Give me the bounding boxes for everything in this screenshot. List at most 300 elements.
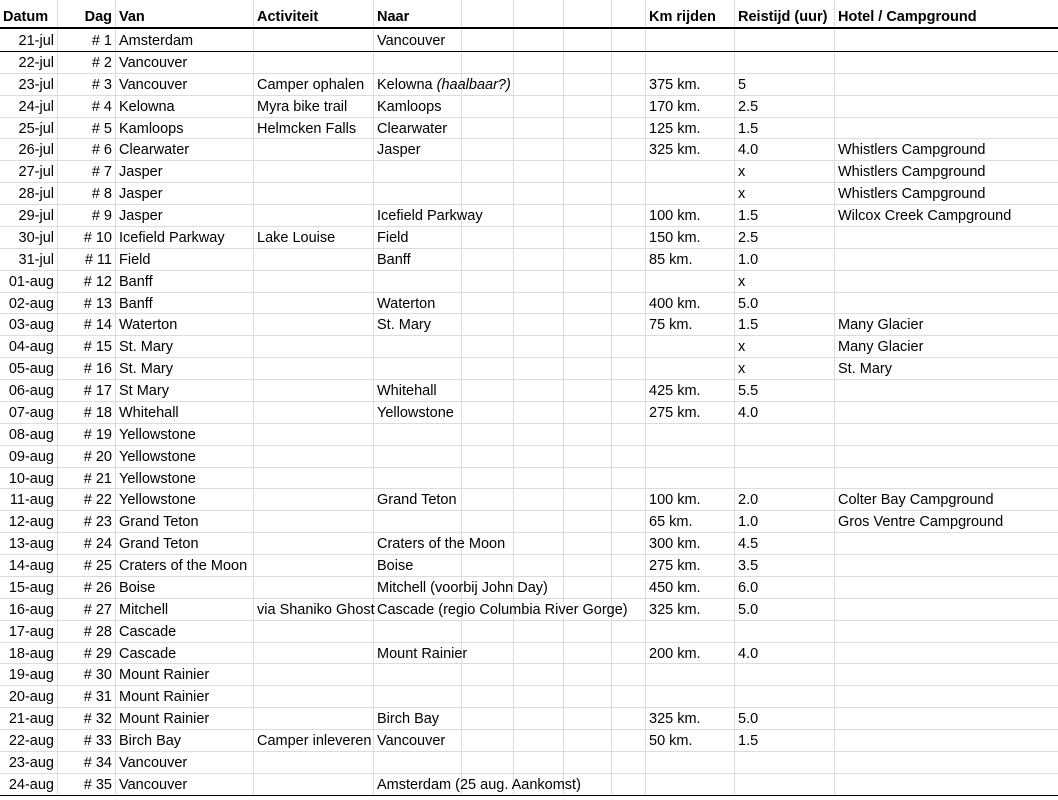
grid-cell[interactable] (612, 424, 646, 445)
cell-hotel[interactable]: Wilcox Creek Campground (838, 208, 1012, 224)
cell-activiteit[interactable] (254, 30, 374, 51)
cell-activiteit[interactable] (254, 489, 374, 510)
cell-km[interactable]: 100 km. (646, 489, 735, 510)
cell-reistijd[interactable]: 5.0 (735, 293, 835, 314)
grid-cell[interactable] (612, 118, 646, 139)
cell-reistijd[interactable] (735, 752, 835, 773)
cell-van[interactable]: Vancouver (116, 52, 254, 73)
cell-hotel[interactable] (835, 96, 1058, 117)
cell-van[interactable]: Kamloops (116, 118, 254, 139)
grid-cell[interactable] (612, 205, 646, 226)
cell-van[interactable]: Boise (116, 577, 254, 598)
cell-hotel[interactable] (835, 664, 1058, 685)
grid-cell[interactable] (564, 0, 612, 7)
cell-reistijd[interactable] (735, 468, 835, 489)
cell-reistijd[interactable]: 5 (735, 74, 835, 95)
cell-km[interactable] (646, 336, 735, 357)
grid-cell[interactable] (462, 96, 514, 117)
cell-naar[interactable] (374, 161, 462, 182)
cell-naar[interactable] (374, 621, 462, 642)
cell-km[interactable] (646, 52, 735, 73)
cell-dag[interactable]: # 7 (58, 161, 116, 182)
cell-hotel[interactable] (835, 424, 1058, 445)
cell-van[interactable]: Mount Rainier (116, 708, 254, 729)
cell-van[interactable]: Yellowstone (116, 424, 254, 445)
cell-reistijd[interactable]: 3.5 (735, 555, 835, 576)
grid-cell[interactable] (612, 161, 646, 182)
cell-reistijd[interactable]: 6.0 (735, 577, 835, 598)
cell-reistijd[interactable]: x (735, 271, 835, 292)
grid-cell[interactable] (564, 74, 612, 95)
grid-cell[interactable] (514, 446, 564, 467)
cell-activiteit[interactable] (254, 577, 374, 598)
grid-cell[interactable] (564, 227, 612, 248)
cell-activiteit[interactable] (254, 424, 374, 445)
cell-naar[interactable] (374, 139, 462, 160)
cell-activiteit[interactable] (254, 336, 374, 357)
grid-cell[interactable] (735, 0, 835, 7)
grid-cell[interactable] (514, 489, 564, 510)
cell-datum[interactable]: 03-aug (0, 314, 58, 335)
cell-naar[interactable] (374, 271, 462, 292)
grid-cell[interactable] (612, 271, 646, 292)
grid-cell[interactable] (612, 533, 646, 554)
grid-cell[interactable] (514, 271, 564, 292)
grid-cell[interactable] (564, 96, 612, 117)
grid-cell[interactable] (514, 730, 564, 751)
grid-cell[interactable] (564, 730, 612, 751)
grid-cell[interactable] (462, 293, 514, 314)
cell-reistijd[interactable]: 1.5 (735, 205, 835, 226)
grid-cell[interactable] (612, 468, 646, 489)
header-van[interactable]: Van (116, 7, 254, 27)
cell-datum[interactable]: 23-aug (0, 752, 58, 773)
cell-km[interactable]: 170 km. (646, 96, 735, 117)
grid-cell[interactable] (612, 621, 646, 642)
grid-cell[interactable] (564, 161, 612, 182)
header-reistijd[interactable]: Reistijd (uur) (735, 7, 835, 27)
grid-cell[interactable] (564, 183, 612, 204)
grid-cell[interactable] (374, 0, 462, 7)
cell-activiteit[interactable] (254, 358, 374, 379)
cell-activiteit[interactable] (254, 52, 374, 73)
grid-cell[interactable] (564, 752, 612, 773)
cell-naar[interactable] (374, 402, 462, 423)
cell-reistijd[interactable]: 4.0 (735, 643, 835, 664)
grid-cell[interactable] (612, 314, 646, 335)
grid-cell[interactable] (564, 621, 612, 642)
grid-cell[interactable] (462, 7, 514, 27)
cell-activiteit[interactable]: Myra bike trail (254, 96, 374, 117)
cell-hotel[interactable]: Many Glacier (838, 317, 924, 334)
cell-dag[interactable]: # 1 (58, 30, 116, 51)
cell-activiteit[interactable] (254, 380, 374, 401)
cell-naar[interactable] (374, 52, 462, 73)
cell-datum[interactable]: 28-jul (0, 183, 58, 204)
cell-reistijd[interactable]: 2.0 (735, 489, 835, 510)
cell-reistijd[interactable]: 4.0 (735, 402, 835, 423)
cell-van[interactable]: Banff (116, 293, 254, 314)
cell-naar[interactable] (374, 96, 462, 117)
grid-cell[interactable] (612, 752, 646, 773)
cell-naar[interactable] (374, 249, 462, 270)
grid-cell[interactable] (612, 7, 646, 27)
cell-hotel[interactable] (835, 577, 1058, 598)
cell-dag[interactable]: # 12 (58, 271, 116, 292)
cell-km[interactable] (646, 183, 735, 204)
grid-cell[interactable] (612, 555, 646, 576)
grid-cell[interactable] (612, 577, 646, 598)
cell-datum[interactable]: 16-aug (0, 599, 58, 620)
cell-hotel[interactable]: St. Mary (838, 361, 892, 378)
grid-cell[interactable] (462, 643, 514, 664)
grid-cell[interactable] (514, 380, 564, 401)
grid-cell[interactable] (514, 249, 564, 270)
cell-van[interactable]: Yellowstone (116, 468, 254, 489)
grid-cell[interactable] (514, 358, 564, 379)
cell-naar[interactable] (374, 314, 462, 335)
cell-km[interactable]: 100 km. (646, 205, 735, 226)
grid-cell[interactable] (462, 227, 514, 248)
cell-datum[interactable]: 11-aug (0, 489, 58, 510)
cell-reistijd[interactable]: 4.5 (735, 533, 835, 554)
grid-cell[interactable] (514, 161, 564, 182)
cell-datum[interactable]: 21-aug (0, 708, 58, 729)
cell-van[interactable]: Vancouver (116, 752, 254, 773)
grid-cell[interactable] (612, 380, 646, 401)
grid-cell[interactable] (462, 752, 514, 773)
cell-naar[interactable] (374, 752, 462, 773)
cell-reistijd[interactable]: 2.5 (735, 96, 835, 117)
cell-reistijd[interactable] (735, 774, 835, 795)
cell-van[interactable]: Whitehall (116, 402, 254, 423)
grid-cell[interactable] (462, 271, 514, 292)
cell-hotel[interactable] (835, 293, 1058, 314)
grid-cell[interactable] (564, 424, 612, 445)
cell-datum[interactable]: 14-aug (0, 555, 58, 576)
cell-km[interactable]: 425 km. (646, 380, 735, 401)
cell-van[interactable]: Waterton (116, 314, 254, 335)
cell-hotel[interactable] (835, 533, 1058, 554)
cell-naar[interactable] (374, 730, 462, 751)
grid-cell[interactable] (612, 74, 646, 95)
cell-reistijd[interactable]: 5.5 (735, 380, 835, 401)
grid-cell[interactable] (564, 249, 612, 270)
grid-cell[interactable] (462, 468, 514, 489)
grid-cell[interactable] (564, 555, 612, 576)
cell-naar[interactable] (374, 533, 506, 554)
grid-cell[interactable] (564, 314, 612, 335)
grid-cell[interactable] (612, 402, 646, 423)
cell-km[interactable]: 325 km. (646, 139, 735, 160)
cell-reistijd[interactable]: x (735, 358, 835, 379)
grid-cell[interactable] (514, 664, 564, 685)
grid-cell[interactable] (58, 0, 116, 7)
cell-reistijd[interactable] (735, 446, 835, 467)
cell-datum[interactable]: 06-aug (0, 380, 58, 401)
cell-van[interactable]: Birch Bay (116, 730, 254, 751)
grid-cell[interactable] (564, 489, 612, 510)
header-activiteit[interactable]: Activiteit (254, 7, 374, 27)
grid-cell[interactable] (514, 118, 564, 139)
cell-dag[interactable]: # 20 (58, 446, 116, 467)
grid-cell[interactable] (612, 643, 646, 664)
cell-naar[interactable] (374, 511, 462, 532)
cell-hotel[interactable] (835, 118, 1058, 139)
cell-km[interactable]: 300 km. (646, 533, 735, 554)
cell-datum[interactable]: 27-jul (0, 161, 58, 182)
cell-van[interactable]: Cascade (116, 643, 254, 664)
cell-dag[interactable]: # 28 (58, 621, 116, 642)
cell-dag[interactable]: # 18 (58, 402, 116, 423)
cell-naar[interactable] (374, 74, 511, 95)
grid-cell[interactable] (462, 380, 514, 401)
cell-datum[interactable]: 07-aug (0, 402, 58, 423)
grid-cell[interactable] (612, 686, 646, 707)
cell-hotel[interactable] (835, 468, 1058, 489)
cell-naar[interactable] (374, 183, 462, 204)
grid-cell[interactable] (514, 183, 564, 204)
cell-dag[interactable]: # 17 (58, 380, 116, 401)
cell-van[interactable]: Grand Teton (116, 511, 254, 532)
cell-km[interactable] (646, 30, 735, 51)
cell-van[interactable]: St Mary (116, 380, 254, 401)
grid-cell[interactable] (462, 402, 514, 423)
grid-cell[interactable] (514, 227, 564, 248)
grid-cell[interactable] (462, 446, 514, 467)
cell-datum[interactable]: 17-aug (0, 621, 58, 642)
grid-cell[interactable] (462, 336, 514, 357)
cell-activiteit[interactable] (254, 402, 374, 423)
cell-activiteit[interactable] (254, 533, 374, 554)
cell-hotel[interactable] (835, 621, 1058, 642)
cell-datum[interactable]: 13-aug (0, 533, 58, 554)
cell-km[interactable] (646, 424, 735, 445)
cell-datum[interactable]: 26-jul (0, 139, 58, 160)
cell-reistijd[interactable] (735, 52, 835, 73)
grid-cell[interactable] (564, 336, 612, 357)
cell-activiteit[interactable] (254, 621, 374, 642)
grid-cell[interactable] (462, 52, 514, 73)
cell-naar[interactable] (374, 577, 548, 598)
cell-km[interactable]: 85 km. (646, 249, 735, 270)
grid-cell[interactable] (462, 249, 514, 270)
grid-cell[interactable] (514, 621, 564, 642)
cell-reistijd[interactable]: 1.5 (735, 118, 835, 139)
grid-cell[interactable] (646, 0, 735, 7)
cell-hotel[interactable] (835, 708, 1058, 729)
grid-cell[interactable] (564, 686, 612, 707)
grid-cell[interactable] (564, 293, 612, 314)
grid-cell[interactable] (612, 730, 646, 751)
cell-naar[interactable] (374, 336, 462, 357)
cell-reistijd[interactable] (735, 664, 835, 685)
grid-cell[interactable] (612, 293, 646, 314)
cell-activiteit[interactable] (254, 161, 374, 182)
cell-datum[interactable]: 04-aug (0, 336, 58, 357)
cell-activiteit[interactable] (254, 686, 374, 707)
cell-km[interactable]: 275 km. (646, 402, 735, 423)
cell-van[interactable]: Jasper (116, 205, 254, 226)
grid-cell[interactable] (612, 358, 646, 379)
cell-activiteit[interactable] (254, 205, 374, 226)
grid-cell[interactable] (514, 96, 564, 117)
cell-reistijd[interactable]: x (735, 183, 835, 204)
cell-reistijd[interactable] (735, 686, 835, 707)
cell-hotel[interactable] (835, 446, 1058, 467)
grid-cell[interactable] (514, 686, 564, 707)
grid-cell[interactable] (612, 708, 646, 729)
cell-datum[interactable]: 24-aug (0, 774, 58, 795)
grid-cell[interactable] (514, 0, 564, 7)
cell-hotel[interactable]: Whistlers Campground (838, 142, 986, 159)
cell-datum[interactable]: 18-aug (0, 643, 58, 664)
cell-activiteit[interactable]: Helmcken Falls (254, 118, 374, 139)
cell-reistijd[interactable]: 5.0 (735, 708, 835, 729)
cell-hotel[interactable] (835, 730, 1058, 751)
grid-cell[interactable] (564, 7, 612, 27)
grid-cell[interactable] (612, 0, 646, 7)
cell-van[interactable]: Cascade (116, 621, 254, 642)
cell-datum[interactable]: 12-aug (0, 511, 58, 532)
cell-datum[interactable]: 22-jul (0, 52, 58, 73)
header-naar[interactable]: Naar (374, 7, 462, 27)
grid-cell[interactable] (514, 74, 564, 95)
cell-km[interactable] (646, 621, 735, 642)
cell-dag[interactable]: # 31 (58, 686, 116, 707)
cell-van[interactable]: Mitchell (116, 599, 254, 620)
cell-km[interactable]: 150 km. (646, 227, 735, 248)
cell-activiteit[interactable] (254, 293, 374, 314)
cell-activiteit[interactable] (254, 183, 374, 204)
cell-hotel[interactable] (835, 74, 1058, 95)
cell-km[interactable]: 375 km. (646, 74, 735, 95)
grid-cell[interactable] (564, 271, 612, 292)
cell-reistijd[interactable]: x (735, 336, 835, 357)
cell-van[interactable]: Field (116, 249, 254, 270)
cell-activiteit[interactable]: via Shaniko Ghost (254, 599, 374, 620)
cell-hotel[interactable]: Colter Bay Campground (838, 492, 994, 509)
grid-cell[interactable] (462, 730, 514, 751)
grid-cell[interactable] (835, 0, 1058, 7)
grid-cell[interactable] (564, 643, 612, 664)
cell-km[interactable]: 275 km. (646, 555, 735, 576)
cell-activiteit[interactable] (254, 139, 374, 160)
cell-van[interactable]: Kelowna (116, 96, 254, 117)
cell-naar[interactable] (374, 446, 462, 467)
cell-dag[interactable]: # 34 (58, 752, 116, 773)
cell-van[interactable]: Grand Teton (116, 533, 254, 554)
grid-cell[interactable] (0, 0, 58, 7)
cell-datum[interactable]: 25-jul (0, 118, 58, 139)
grid-cell[interactable] (612, 30, 646, 51)
cell-naar[interactable] (374, 643, 468, 664)
cell-naar[interactable] (374, 708, 462, 729)
cell-km[interactable]: 325 km. (646, 599, 735, 620)
grid-cell[interactable] (564, 577, 612, 598)
cell-dag[interactable]: # 6 (58, 139, 116, 160)
grid-cell[interactable] (462, 30, 514, 51)
cell-datum[interactable]: 19-aug (0, 664, 58, 685)
cell-dag[interactable]: # 11 (58, 249, 116, 270)
cell-hotel[interactable]: Gros Ventre Campground (838, 514, 1004, 531)
cell-km[interactable]: 400 km. (646, 293, 735, 314)
cell-km[interactable] (646, 446, 735, 467)
cell-km[interactable]: 450 km. (646, 577, 735, 598)
cell-datum[interactable]: 31-jul (0, 249, 58, 270)
cell-dag[interactable]: # 23 (58, 511, 116, 532)
cell-km[interactable]: 125 km. (646, 118, 735, 139)
grid-cell[interactable] (462, 664, 514, 685)
cell-activiteit[interactable]: Camper inleveren (254, 730, 374, 751)
grid-cell[interactable] (514, 52, 564, 73)
cell-reistijd[interactable]: 1.0 (735, 511, 835, 532)
header-dag[interactable]: Dag (58, 7, 116, 27)
cell-dag[interactable]: # 2 (58, 52, 116, 73)
cell-datum[interactable]: 08-aug (0, 424, 58, 445)
cell-dag[interactable]: # 32 (58, 708, 116, 729)
grid-cell[interactable] (462, 686, 514, 707)
cell-dag[interactable]: # 35 (58, 774, 116, 795)
grid-cell[interactable] (564, 533, 612, 554)
cell-hotel[interactable] (835, 249, 1058, 270)
cell-datum[interactable]: 24-jul (0, 96, 58, 117)
cell-reistijd[interactable]: 4.0 (735, 139, 835, 160)
grid-cell[interactable] (462, 358, 514, 379)
grid-cell[interactable] (564, 205, 612, 226)
cell-dag[interactable]: # 9 (58, 205, 116, 226)
header-km[interactable]: Km rijden (646, 7, 735, 27)
cell-activiteit[interactable] (254, 271, 374, 292)
cell-datum[interactable]: 23-jul (0, 74, 58, 95)
cell-dag[interactable]: # 33 (58, 730, 116, 751)
cell-hotel[interactable] (835, 402, 1058, 423)
cell-activiteit[interactable] (254, 555, 374, 576)
cell-km[interactable]: 65 km. (646, 511, 735, 532)
cell-datum[interactable]: 10-aug (0, 468, 58, 489)
grid-cell[interactable] (462, 555, 514, 576)
grid-cell[interactable] (254, 0, 374, 7)
cell-datum[interactable]: 05-aug (0, 358, 58, 379)
grid-cell[interactable] (514, 424, 564, 445)
cell-km[interactable] (646, 271, 735, 292)
cell-dag[interactable]: # 5 (58, 118, 116, 139)
cell-activiteit[interactable] (254, 774, 374, 795)
cell-van[interactable]: Jasper (116, 183, 254, 204)
grid-cell[interactable] (462, 0, 514, 7)
cell-dag[interactable]: # 30 (58, 664, 116, 685)
grid-cell[interactable] (462, 511, 514, 532)
cell-van[interactable]: Banff (116, 271, 254, 292)
cell-dag[interactable]: # 24 (58, 533, 116, 554)
grid-cell[interactable] (462, 139, 514, 160)
cell-dag[interactable]: # 8 (58, 183, 116, 204)
grid-cell[interactable] (514, 752, 564, 773)
cell-naar[interactable] (374, 489, 462, 510)
cell-hotel[interactable] (835, 774, 1058, 795)
cell-dag[interactable]: # 27 (58, 599, 116, 620)
cell-dag[interactable]: # 10 (58, 227, 116, 248)
grid-cell[interactable] (514, 30, 564, 51)
cell-naar[interactable] (374, 227, 462, 248)
grid-cell[interactable] (612, 96, 646, 117)
cell-hotel[interactable] (835, 555, 1058, 576)
cell-activiteit[interactable] (254, 708, 374, 729)
cell-reistijd[interactable]: x (735, 161, 835, 182)
grid-cell[interactable] (612, 139, 646, 160)
cell-activiteit[interactable] (254, 752, 374, 773)
cell-dag[interactable]: # 13 (58, 293, 116, 314)
